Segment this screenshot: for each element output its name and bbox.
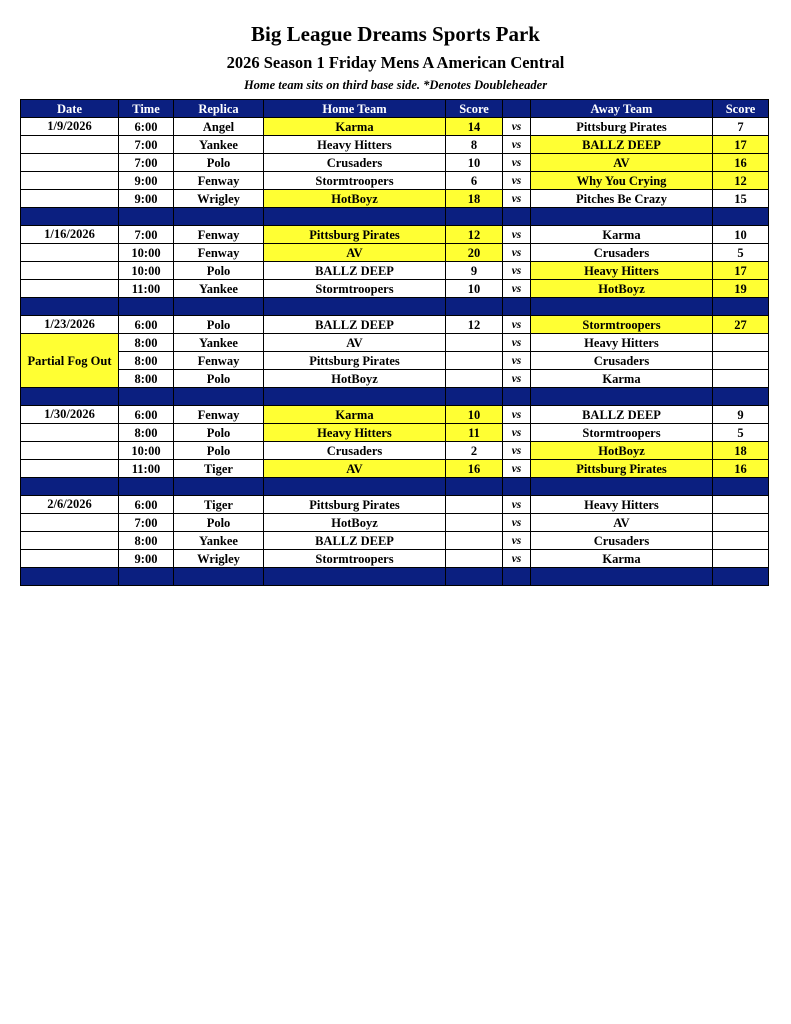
game-replica: Tiger bbox=[174, 496, 264, 514]
game-replica: Fenway bbox=[174, 172, 264, 190]
table-row bbox=[21, 550, 769, 568]
game-time: 8:00 bbox=[119, 370, 174, 388]
game-time: 8:00 bbox=[119, 532, 174, 550]
home-score bbox=[446, 550, 503, 568]
away-score: 17 bbox=[713, 136, 769, 154]
home-team: Pittsburg Pirates bbox=[264, 352, 446, 370]
table-row bbox=[21, 532, 769, 550]
home-score: 18 bbox=[446, 190, 503, 208]
away-score: 16 bbox=[713, 154, 769, 172]
home-score: 10 bbox=[446, 154, 503, 172]
col-header-vs bbox=[503, 100, 531, 118]
game-replica: Wrigley bbox=[174, 550, 264, 568]
schedule-table bbox=[20, 99, 769, 586]
game-time: 6:00 bbox=[119, 406, 174, 424]
col-header-away-score: Score bbox=[713, 100, 769, 118]
versus-label: vs bbox=[503, 262, 531, 280]
separator-cell bbox=[446, 568, 503, 586]
separator-cell bbox=[531, 208, 713, 226]
separator-cell bbox=[174, 568, 264, 586]
game-replica: Polo bbox=[174, 316, 264, 334]
versus-label: vs bbox=[503, 532, 531, 550]
away-score bbox=[713, 550, 769, 568]
table-row bbox=[21, 118, 769, 136]
game-date-empty bbox=[21, 550, 119, 568]
game-replica: Fenway bbox=[174, 244, 264, 262]
separator-cell bbox=[531, 388, 713, 406]
home-team: BALLZ DEEP bbox=[264, 262, 446, 280]
table-row bbox=[21, 136, 769, 154]
away-score: 19 bbox=[713, 280, 769, 298]
game-date-empty bbox=[21, 514, 119, 532]
separator-cell bbox=[264, 208, 446, 226]
table-row bbox=[21, 442, 769, 460]
away-team: Crusaders bbox=[531, 532, 713, 550]
table-row bbox=[21, 316, 769, 334]
game-time: 8:00 bbox=[119, 424, 174, 442]
away-score: 10 bbox=[713, 226, 769, 244]
game-replica: Yankee bbox=[174, 136, 264, 154]
page-note: Home team sits on third base side. *Denotes Doubleheader bbox=[243, 78, 548, 92]
home-team: BALLZ DEEP bbox=[264, 316, 446, 334]
home-score: 10 bbox=[446, 406, 503, 424]
versus-label: vs bbox=[503, 280, 531, 298]
away-team: Pittsburg Pirates bbox=[531, 118, 713, 136]
table-row bbox=[21, 406, 769, 424]
away-team: Karma bbox=[531, 550, 713, 568]
separator-cell bbox=[531, 568, 713, 586]
game-time: 7:00 bbox=[119, 514, 174, 532]
col-header-replica: Replica bbox=[174, 100, 264, 118]
away-team: Heavy Hitters bbox=[531, 334, 713, 352]
away-team: Crusaders bbox=[531, 352, 713, 370]
separator-cell bbox=[446, 208, 503, 226]
game-time: 6:00 bbox=[119, 496, 174, 514]
game-replica: Polo bbox=[174, 442, 264, 460]
table-row bbox=[21, 226, 769, 244]
game-time: 8:00 bbox=[119, 352, 174, 370]
page-title: Big League Dreams Sports Park bbox=[251, 22, 540, 46]
table-row bbox=[21, 514, 769, 532]
home-score: 12 bbox=[446, 316, 503, 334]
separator-cell bbox=[503, 388, 531, 406]
separator-cell bbox=[713, 388, 769, 406]
game-date: 1/23/2026 bbox=[21, 316, 119, 334]
game-time: 10:00 bbox=[119, 244, 174, 262]
away-team: Stormtroopers bbox=[531, 316, 713, 334]
away-team: Heavy Hitters bbox=[531, 496, 713, 514]
home-team: Pittsburg Pirates bbox=[264, 226, 446, 244]
game-time: 9:00 bbox=[119, 550, 174, 568]
home-team: AV bbox=[264, 334, 446, 352]
separator-cell bbox=[713, 568, 769, 586]
separator-cell bbox=[531, 478, 713, 496]
home-score: 16 bbox=[446, 460, 503, 478]
home-team: BALLZ DEEP bbox=[264, 532, 446, 550]
game-date: 2/6/2026 bbox=[21, 496, 119, 514]
table-header-row bbox=[21, 100, 769, 118]
game-time: 11:00 bbox=[119, 460, 174, 478]
home-team: Karma bbox=[264, 406, 446, 424]
away-team: BALLZ DEEP bbox=[531, 406, 713, 424]
game-replica: Fenway bbox=[174, 352, 264, 370]
separator-cell bbox=[174, 298, 264, 316]
home-score: 12 bbox=[446, 226, 503, 244]
versus-label: vs bbox=[503, 136, 531, 154]
away-score: 5 bbox=[713, 244, 769, 262]
game-time: 7:00 bbox=[119, 226, 174, 244]
home-team: Heavy Hitters bbox=[264, 136, 446, 154]
separator-cell bbox=[21, 298, 119, 316]
col-header-time: Time bbox=[119, 100, 174, 118]
away-score bbox=[713, 514, 769, 532]
table-row bbox=[21, 172, 769, 190]
week-separator-row bbox=[21, 478, 769, 496]
away-score bbox=[713, 352, 769, 370]
home-team: Stormtroopers bbox=[264, 550, 446, 568]
away-team: Karma bbox=[531, 370, 713, 388]
separator-cell bbox=[713, 298, 769, 316]
versus-label: vs bbox=[503, 334, 531, 352]
away-team: AV bbox=[531, 154, 713, 172]
away-team: Heavy Hitters bbox=[531, 262, 713, 280]
game-replica: Fenway bbox=[174, 226, 264, 244]
game-replica: Yankee bbox=[174, 532, 264, 550]
game-date: 1/30/2026 bbox=[21, 406, 119, 424]
away-team: BALLZ DEEP bbox=[531, 136, 713, 154]
game-replica: Polo bbox=[174, 424, 264, 442]
game-replica: Polo bbox=[174, 370, 264, 388]
away-team: HotBoyz bbox=[531, 442, 713, 460]
game-time: 9:00 bbox=[119, 172, 174, 190]
home-team: Stormtroopers bbox=[264, 172, 446, 190]
away-team: HotBoyz bbox=[531, 280, 713, 298]
away-team: Why You Crying bbox=[531, 172, 713, 190]
week-separator-row bbox=[21, 388, 769, 406]
game-replica: Yankee bbox=[174, 280, 264, 298]
away-score bbox=[713, 334, 769, 352]
away-score: 12 bbox=[713, 172, 769, 190]
away-score: 15 bbox=[713, 190, 769, 208]
game-replica: Fenway bbox=[174, 406, 264, 424]
game-time: 7:00 bbox=[119, 154, 174, 172]
separator-cell bbox=[264, 298, 446, 316]
home-score bbox=[446, 532, 503, 550]
versus-label: vs bbox=[503, 424, 531, 442]
game-date-empty bbox=[21, 442, 119, 460]
separator-cell bbox=[264, 388, 446, 406]
versus-label: vs bbox=[503, 550, 531, 568]
home-team: HotBoyz bbox=[264, 370, 446, 388]
separator-cell bbox=[119, 388, 174, 406]
game-date-empty bbox=[21, 154, 119, 172]
table-row bbox=[21, 424, 769, 442]
separator-cell bbox=[713, 478, 769, 496]
game-time: 10:00 bbox=[119, 442, 174, 460]
game-replica: Polo bbox=[174, 154, 264, 172]
game-date-empty bbox=[21, 244, 119, 262]
separator-cell bbox=[503, 298, 531, 316]
game-date-empty bbox=[21, 280, 119, 298]
separator-cell bbox=[119, 298, 174, 316]
week-separator-row bbox=[21, 208, 769, 226]
away-score: 17 bbox=[713, 262, 769, 280]
table-row bbox=[21, 244, 769, 262]
separator-cell bbox=[503, 478, 531, 496]
game-time: 8:00 bbox=[119, 334, 174, 352]
separator-cell bbox=[21, 388, 119, 406]
home-score: 10 bbox=[446, 280, 503, 298]
home-score: 9 bbox=[446, 262, 503, 280]
versus-label: vs bbox=[503, 442, 531, 460]
table-row bbox=[21, 190, 769, 208]
game-replica: Yankee bbox=[174, 334, 264, 352]
separator-cell bbox=[174, 208, 264, 226]
separator-cell bbox=[446, 298, 503, 316]
game-replica: Polo bbox=[174, 514, 264, 532]
away-team: Stormtroopers bbox=[531, 424, 713, 442]
versus-label: vs bbox=[503, 244, 531, 262]
home-score bbox=[446, 514, 503, 532]
away-team: Karma bbox=[531, 226, 713, 244]
separator-cell bbox=[264, 568, 446, 586]
game-replica: Angel bbox=[174, 118, 264, 136]
game-time: 11:00 bbox=[119, 280, 174, 298]
table-row bbox=[21, 352, 769, 370]
away-score bbox=[713, 532, 769, 550]
game-replica: Tiger bbox=[174, 460, 264, 478]
game-date: 1/9/2026 bbox=[21, 118, 119, 136]
away-score: 27 bbox=[713, 316, 769, 334]
versus-label: vs bbox=[503, 118, 531, 136]
table-row bbox=[21, 154, 769, 172]
home-team: Stormtroopers bbox=[264, 280, 446, 298]
home-score: 11 bbox=[446, 424, 503, 442]
versus-label: vs bbox=[503, 226, 531, 244]
separator-cell bbox=[446, 478, 503, 496]
home-team: Pittsburg Pirates bbox=[264, 496, 446, 514]
home-score: 2 bbox=[446, 442, 503, 460]
game-date-empty bbox=[21, 262, 119, 280]
game-time: 7:00 bbox=[119, 136, 174, 154]
home-score: 14 bbox=[446, 118, 503, 136]
table-row bbox=[21, 460, 769, 478]
game-time: 6:00 bbox=[119, 316, 174, 334]
home-team: Crusaders bbox=[264, 442, 446, 460]
versus-label: vs bbox=[503, 496, 531, 514]
home-team: HotBoyz bbox=[264, 190, 446, 208]
game-time: 6:00 bbox=[119, 118, 174, 136]
separator-cell bbox=[174, 388, 264, 406]
home-score: 8 bbox=[446, 136, 503, 154]
versus-label: vs bbox=[503, 190, 531, 208]
game-date-empty bbox=[21, 424, 119, 442]
separator-cell bbox=[446, 388, 503, 406]
home-score: 6 bbox=[446, 172, 503, 190]
away-score: 18 bbox=[713, 442, 769, 460]
home-score bbox=[446, 334, 503, 352]
week-separator-row bbox=[21, 298, 769, 316]
table-row bbox=[21, 280, 769, 298]
table-row bbox=[21, 496, 769, 514]
home-team: AV bbox=[264, 244, 446, 262]
versus-label: vs bbox=[503, 460, 531, 478]
separator-cell bbox=[264, 478, 446, 496]
col-header-home-score: Score bbox=[446, 100, 503, 118]
separator-cell bbox=[119, 208, 174, 226]
separator-cell bbox=[21, 208, 119, 226]
col-header-away-team: Away Team bbox=[531, 100, 713, 118]
versus-label: vs bbox=[503, 154, 531, 172]
home-team: Crusaders bbox=[264, 154, 446, 172]
game-time: 9:00 bbox=[119, 190, 174, 208]
away-team: Crusaders bbox=[531, 244, 713, 262]
home-score: 20 bbox=[446, 244, 503, 262]
away-team: Pitches Be Crazy bbox=[531, 190, 713, 208]
game-replica: Wrigley bbox=[174, 190, 264, 208]
game-replica: Polo bbox=[174, 262, 264, 280]
week-separator-row bbox=[21, 568, 769, 586]
table-row bbox=[21, 334, 769, 352]
game-time: 10:00 bbox=[119, 262, 174, 280]
away-score: 9 bbox=[713, 406, 769, 424]
home-team: HotBoyz bbox=[264, 514, 446, 532]
col-header-date: Date bbox=[21, 100, 119, 118]
versus-label: vs bbox=[503, 172, 531, 190]
separator-cell bbox=[119, 568, 174, 586]
home-score bbox=[446, 370, 503, 388]
page-subtitle: 2026 Season 1 Friday Mens A American Central bbox=[226, 53, 565, 72]
game-date: 1/16/2026 bbox=[21, 226, 119, 244]
separator-cell bbox=[503, 568, 531, 586]
separator-cell bbox=[531, 298, 713, 316]
table-row bbox=[21, 370, 769, 388]
versus-label: vs bbox=[503, 514, 531, 532]
away-score: 5 bbox=[713, 424, 769, 442]
separator-cell bbox=[503, 208, 531, 226]
table-row bbox=[21, 262, 769, 280]
game-date-empty bbox=[21, 136, 119, 154]
separator-cell bbox=[713, 208, 769, 226]
away-score bbox=[713, 496, 769, 514]
game-date-empty bbox=[21, 532, 119, 550]
away-team: AV bbox=[531, 514, 713, 532]
away-score: 16 bbox=[713, 460, 769, 478]
away-score bbox=[713, 370, 769, 388]
home-team: AV bbox=[264, 460, 446, 478]
game-date-empty bbox=[21, 172, 119, 190]
away-team: Pittsburg Pirates bbox=[531, 460, 713, 478]
versus-label: vs bbox=[503, 316, 531, 334]
separator-cell bbox=[174, 478, 264, 496]
game-date-empty bbox=[21, 460, 119, 478]
home-score bbox=[446, 352, 503, 370]
home-team: Heavy Hitters bbox=[264, 424, 446, 442]
separator-cell bbox=[119, 478, 174, 496]
versus-label: vs bbox=[503, 370, 531, 388]
separator-cell bbox=[21, 568, 119, 586]
versus-label: vs bbox=[503, 352, 531, 370]
separator-cell bbox=[21, 478, 119, 496]
away-score: 7 bbox=[713, 118, 769, 136]
versus-label: vs bbox=[503, 406, 531, 424]
game-date-empty bbox=[21, 190, 119, 208]
col-header-home-team: Home Team bbox=[264, 100, 446, 118]
home-team: Karma bbox=[264, 118, 446, 136]
week-note: Partial Fog Out bbox=[21, 334, 119, 388]
home-score bbox=[446, 496, 503, 514]
